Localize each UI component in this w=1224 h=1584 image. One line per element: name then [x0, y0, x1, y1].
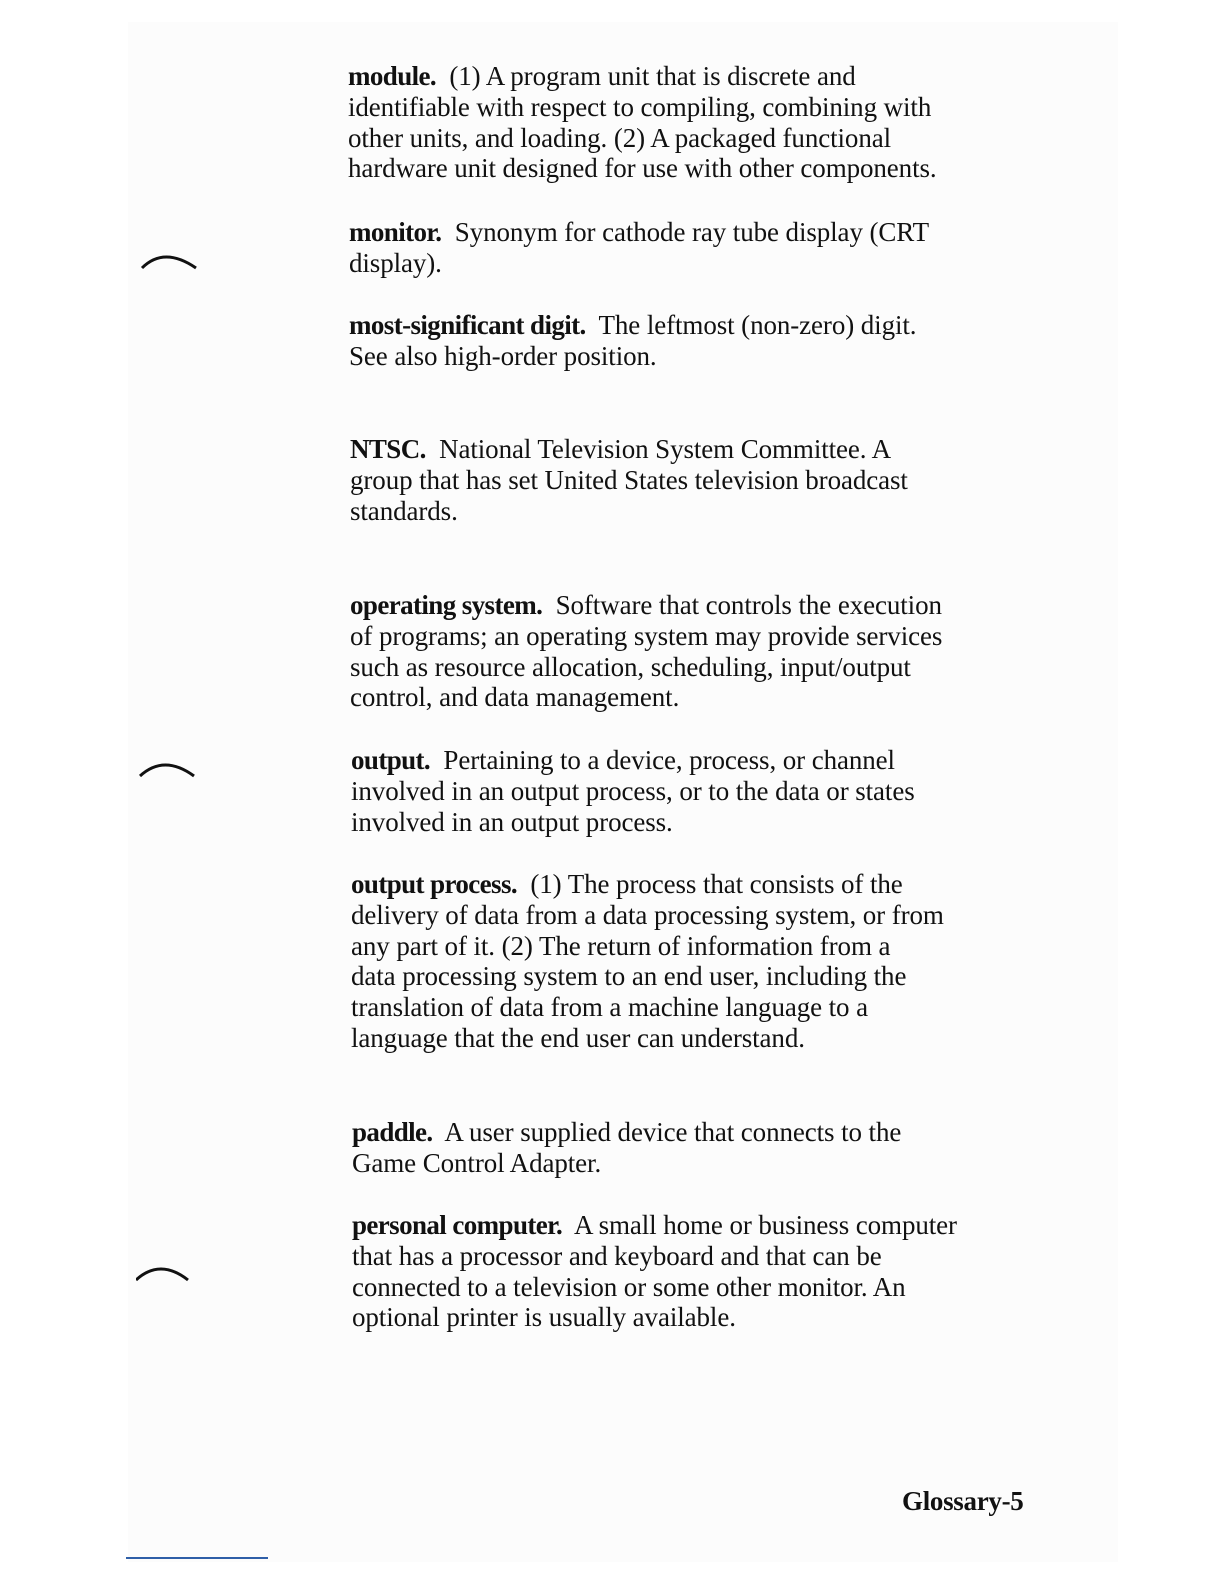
glossary-definition-line: identifiable with respect to compiling, combining with — [348, 91, 932, 122]
glossary-term: output. — [351, 745, 431, 775]
glossary-definition-line: Pertaining to a device, process, or channel — [443, 745, 895, 775]
glossary-definition-line: Game Control Adapter. — [352, 1147, 602, 1178]
glossary-definition-line: (1) The process that consists of the — [530, 869, 903, 899]
glossary-definition-line: National Television System Committee. A — [439, 434, 892, 464]
glossary-entry-monitor — [349, 217, 929, 279]
glossary-definition-line: Synonym for cathode ray tube display (CRT — [454, 217, 929, 247]
glossary-entry-ntsc — [350, 434, 908, 526]
glossary-definition-line: of programs; an operating system may provide services — [350, 620, 943, 651]
glossary-term: NTSC. — [350, 434, 426, 464]
glossary-term: most-significant digit. — [349, 310, 586, 340]
glossary-entry-operating-system — [350, 590, 942, 713]
glossary-definition-line: that has a processor and keyboard and that can be — [352, 1240, 882, 1271]
glossary-definition-line: A small home or business computer — [574, 1210, 957, 1240]
glossary-definition-line: display). — [349, 247, 442, 278]
glossary-entry-output — [351, 745, 915, 837]
glossary-definition-line: language that the end user can understand. — [351, 1022, 805, 1053]
glossary-definition-line: (1) A program unit that is discrete and — [449, 61, 856, 91]
glossary-definition-line: optional printer is usually available. — [352, 1302, 736, 1333]
glossary-term: personal computer. — [352, 1210, 563, 1240]
glossary-definition-line: involved in an output process, or to the data or states — [351, 775, 915, 806]
glossary-term: output process. — [351, 869, 518, 899]
glossary-term: operating system. — [350, 590, 543, 620]
glossary-definition-line: involved in an output process. — [351, 806, 673, 837]
glossary-entry-module — [348, 61, 937, 184]
glossary-entry-personal-computer — [352, 1210, 957, 1333]
page-number: Glossary-5 — [902, 1486, 1024, 1516]
glossary-definition-line: other units, and loading. (2) A packaged functional — [348, 122, 892, 153]
glossary-definition-line: connected to a television or some other monitor. An — [352, 1271, 906, 1302]
glossary-definition-line: control, and data management. — [350, 682, 680, 713]
binder-hole-icon — [136, 754, 200, 784]
glossary-entry-output-process — [351, 869, 944, 1054]
glossary-definition-line: delivery of data from a data processing system, or from — [351, 899, 944, 930]
glossary-definition-line: The leftmost (non-zero) digit. — [598, 310, 917, 340]
binder-hole-icon — [136, 246, 200, 276]
glossary-definition-line: See also high-order position. — [349, 340, 657, 371]
glossary-definition-line: Software that controls the execution — [555, 590, 942, 620]
glossary-definition-line: data processing system to an end user, including the — [351, 961, 907, 992]
glossary-term: module. — [348, 61, 437, 91]
glossary-definition-line: standards. — [350, 495, 458, 526]
glossary-definition-line: A user supplied device that connects to the — [444, 1117, 902, 1147]
glossary-term: paddle. — [352, 1117, 433, 1147]
bottom-rule — [126, 1557, 268, 1559]
binder-hole-icon — [136, 1258, 200, 1288]
glossary-entry-paddle — [352, 1117, 901, 1179]
glossary-definition-line: any part of it. (2) The return of information from a — [351, 930, 891, 961]
glossary-definition-line: translation of data from a machine language to a — [351, 992, 868, 1023]
glossary-definition-line: such as resource allocation, scheduling, input/output — [350, 651, 911, 682]
glossary-definition-line: group that has set United States television broadcast — [350, 464, 908, 495]
glossary-definition-line: hardware unit designed for use with other components. — [348, 153, 937, 184]
glossary-term: monitor. — [349, 217, 442, 247]
glossary-entry-most-significant-digit — [349, 310, 916, 372]
